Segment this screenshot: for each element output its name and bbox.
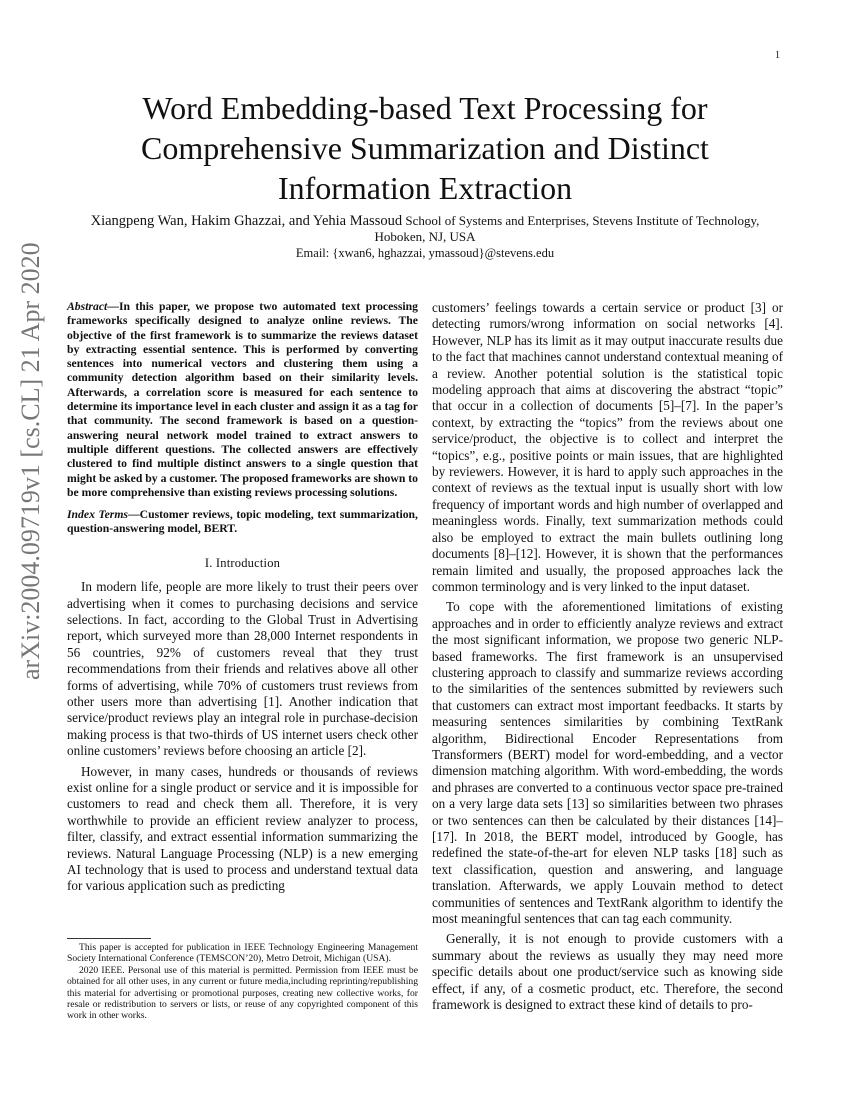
body-paragraph-continued: customers’ feelings towards a certain service or product [3] or detecting rumors/wrong information on social networks [4]. However, NLP has its limit as it may output inaccurate results due to the fact that machines cannot understand contextual meaning of a review. Another potential solution is the statistical topic modeling approach that aims at discovering the abstract “topic” that occur in a collection of documents [5]–[7]. In the paper’s context, by extracting the “topics” from the reviews about one service/product, the objective is to collect and interpret the “topics”, e.g., positive points or main issues, that are highlighted by reviewers. However, it is hard to apply such approaches in the context of reviews as the textual input is usually short with low frequency of important words and high number of overlapped and meaningless words. Finally, text summarization methods could also be employed to extract the main bullets outlining long documents [8]–[12]. However, it is shown that the performances remain limited and usually, the proposed approaches lack the common terminology and is very linked to the input dataset. xyxy=(432,300,783,594)
left-column xyxy=(67,300,418,895)
body-paragraph: In modern life, people are more likely to trust their peers over advertising when it comes to purchasing decisions and service selections. In fact, according to the Global Trust in Advertising report, which surveyed more than 28,000 Internet respondents in 56 countries, 92% of customers reveal that they trust recommendations from their friends and relatives above all other forms of advertising, while 70% of customers trust reviews from other users more than advertising [1]. Another indication that service/product reviews play an integral role in purchase-decision making process is that two-thirds of US internet users check other online customers’ reviews before choosing an article [2]. xyxy=(67,579,418,759)
arxiv-stamp-text: arXiv:2004.09719v1 [cs.CL] 21 Apr 2020 xyxy=(16,242,45,680)
abstract-text: —In this paper, we propose two automated text processing frameworks specifically designed to analyze online reviews. The objective of the first framework is to summarize the reviews dataset by extracting essential sentence. This is performed by converting sentences into numerical vectors and clustering them using a community detection algorithm based on their similarity levels. Afterwards, a correlation score is measured for each sentence to determine its importance level in each cluster and assign it as a tag for that community. The second framework is based on a question-answering neural network model trained to extract answers to multiple different questions. The collected answers are effectively clustered to find multiple distinct answers to a single question that might be asked by a customer. The proposed frameworks are shown to be more comprehensive than existing reviews processing solutions. xyxy=(67,300,418,499)
footnotes xyxy=(67,942,418,1022)
author-email: Email: {xwan6, hghazzai, ymassoud}@stevens.edu xyxy=(295,246,555,260)
page-number: 1 xyxy=(775,50,780,61)
abstract xyxy=(67,300,418,500)
body-paragraph: However, in many cases, hundreds or thousands of reviews exist online for a single product or service and it is impossible for customers to read and check them all. Therefore, it is very worthwhile to provide an efficient review analyzer to process, filter, classify, and extract essential information summarizing the reviews. Natural Language Processing (NLP) is a new emerging AI technology that is used to process and understand textual data for various application such as predicting xyxy=(67,763,418,894)
body-paragraph: To cope with the aforementioned limitations of existing approaches and in order to efficiently analyze reviews and extract the most significant information, we propose two generic NLP-based frameworks. The first framework is an unsupervised clustering approach to classify and summarize reviews according to the similarities of the sentences submitted by reviewers such that customers can extract most important feedbacks. It starts by measuring sentences similarities by combining TextRank algorithm, Bidirectional Encoder Representations from Transformers (BERT) model for word-embedding, and a vector dimension matching algorithm. With word-embedding, the words and phrases are converted to a continuous vector space pre-trained on a very large data sets [13] so similarities between two phrases or two sentences can then be calculated by their distances [14]–[17]. In 2018, the BERT model, introduced by Google, has redefined the state-of-the-art for eleven NLP tasks [18] such as text classification, question and answering, and language translation. Afterwards, we apply Louvain method to detect communities of sentences and TextRank algorithm to identify the most meaningful sentences that can tag each community. xyxy=(432,599,783,927)
index-terms-lead: Index Terms xyxy=(67,508,128,522)
author-names: Xiangpeng Wan, Hakim Ghazzai, and Yehia Massoud xyxy=(90,213,403,229)
paper-title: Word Embedding-based Text Processing for Comprehensive Summarization and Distinct Information Extraction xyxy=(141,90,709,206)
footnote-divider xyxy=(67,938,151,939)
abstract-lead: Abstract xyxy=(67,300,108,313)
section-heading-introduction: I. Introduction xyxy=(204,555,281,570)
author-affiliation: School of Systems and Enterprises, Stevens Institute of Technology, Hoboken, NJ, USA xyxy=(374,213,760,244)
body-paragraph: Generally, it is not enough to provide customers with a summary about the reviews as usually they may need more specific details about one product/service such as knowing side effect, if any, of a cosmetic product, etc. Therefore, the second framework is designed to extract these kind of details to pro- xyxy=(432,931,783,1013)
index-terms xyxy=(67,508,418,537)
index-terms-text: —Customer reviews, topic modeling, text summarization, question-answering model, BERT. xyxy=(67,508,418,536)
right-column xyxy=(432,300,783,1013)
footnote: 2020 IEEE. Personal use of this material is permitted. Permission from IEEE must be obtained for all other uses, in any current or future media,including reprinting/republishing this material for advertising or promotional purposes, creating new collective works, for resale or redistribution to servers or lists, or reuse of any copyrighted component of this work in other works. xyxy=(67,964,418,1022)
author-block xyxy=(85,213,765,261)
footnote: This paper is accepted for publication in IEEE Technology Engineering Management Society International Conference (TEMSCON’20), Metro Detroit, Michigan (USA). xyxy=(67,942,418,965)
